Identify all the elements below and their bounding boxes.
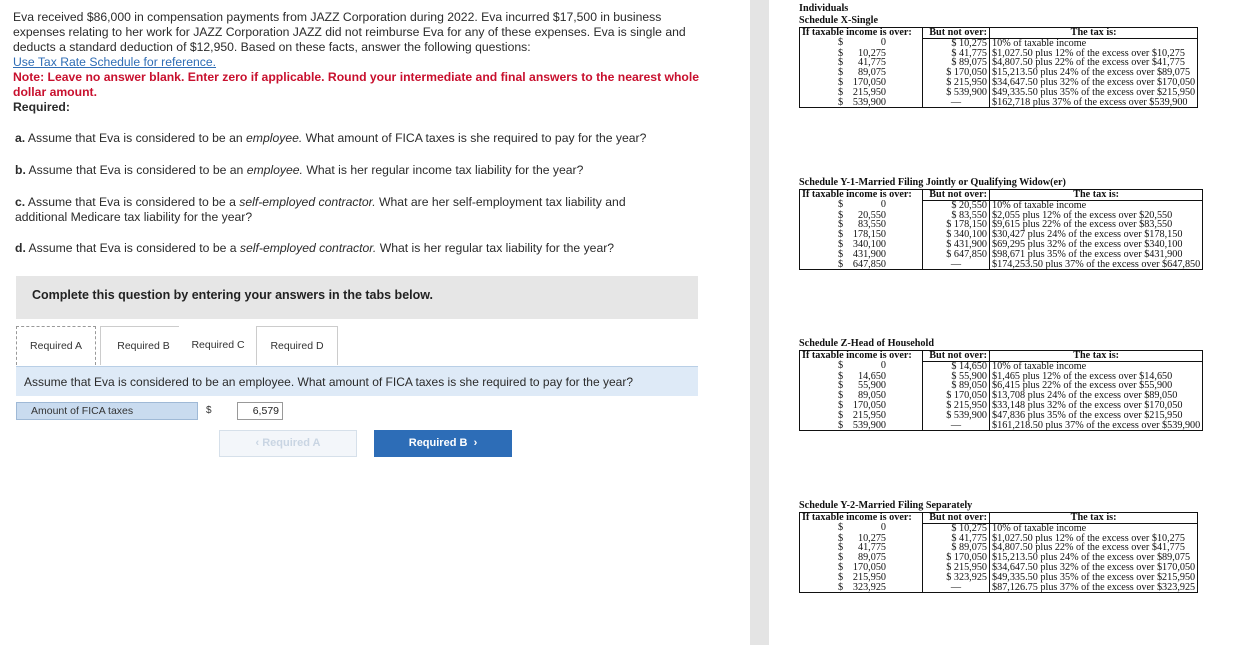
schedule-row: $ 215,950 $ 539,900 $49,335.50 plus 35% of the excess over $215,950	[800, 88, 1198, 98]
schedule-row: $ 170,050 $ 215,950 $34,647.50 plus 32% of the excess over $170,050	[800, 78, 1198, 88]
schedule-header-row: If taxable income is over: But not over: The tax is:	[800, 513, 1198, 524]
schedule-row: $ 41,775 $ 89,075 $4,807.50 plus 22% of the excess over $41,775	[800, 58, 1198, 68]
question-d: d. Assume that Eva is considered to be a self-employed contractor. What is her regular tax liability for the year?	[15, 241, 615, 255]
schedule-row: $ 170,050 $ 215,950 $34,647.50 plus 32% of the excess over $170,050	[800, 563, 1198, 573]
schedule-row: $ 170,050 $ 215,950 $33,148 plus 32% of the excess over $170,050	[800, 401, 1203, 411]
schedule-x-single	[799, 15, 1198, 108]
tab-required-a[interactable]: Required A	[16, 326, 96, 365]
schedule-row: $ 14,650 $ 55,900 $1,465 plus 12% of the excess over $14,650	[800, 372, 1203, 382]
schedule-row: $ 83,550 $ 178,150 $9,615 plus 22% of the excess over $83,550	[800, 220, 1203, 230]
schedule-title: Schedule Y-1-Married Filing Jointly or Qualifying Widow(er)	[799, 177, 1066, 188]
schedule-y1-married-jointly	[799, 177, 1203, 270]
schedule-row: $ 41,775 $ 89,075 $4,807.50 plus 22% of the excess over $41,775	[800, 543, 1198, 553]
schedule-row: $ 215,950 $ 539,900 $47,836 plus 35% of the excess over $215,950	[800, 411, 1203, 421]
fica-taxes-input[interactable]	[237, 402, 283, 420]
tab-required-c[interactable]: Required C	[179, 326, 257, 365]
answer-label: Amount of FICA taxes	[16, 402, 198, 420]
schedule-header-row: If taxable income is over: But not over: The tax is:	[800, 190, 1203, 201]
schedule-title: Schedule Y-2-Married Filing Separately	[799, 500, 973, 511]
tax-schedule-link[interactable]: Use Tax Rate Schedule for reference.	[13, 55, 217, 69]
question-bar-text: Assume that Eva is considered to be an employee. What amount of FICA taxes is she required to pay for the year?	[24, 375, 633, 389]
question-a: a. Assume that Eva is considered to be an employee. What amount of FICA taxes is she required to pay for the year?	[15, 131, 647, 145]
next-button[interactable]: Required B ›	[374, 430, 512, 457]
tab-required-d[interactable]: Required D	[256, 326, 338, 365]
question-bar	[16, 366, 698, 396]
schedule-row: $ 20,550 $ 83,550 $2,055 plus 12% of the excess over $20,550	[800, 211, 1203, 221]
schedule-title: Schedule X-Single	[799, 15, 878, 26]
schedule-table	[799, 27, 1198, 108]
chevron-right-icon: ›	[473, 437, 478, 449]
schedule-z-head-of-household	[799, 338, 1203, 431]
schedule-header-row: If taxable income is over: But not over: The tax is:	[800, 351, 1203, 362]
instructions-box	[16, 276, 698, 319]
currency-symbol: $	[206, 405, 212, 416]
question-b: b. Assume that Eva is considered to be an employee. What is her regular income tax liability for the year?	[15, 163, 584, 177]
schedule-row: $ 431,900 $ 647,850 $98,671 plus 35% of the excess over $431,900	[800, 250, 1203, 260]
schedule-row: $ 10,275 $ 41,775 $1,027.50 plus 12% of the excess over $10,275	[800, 49, 1198, 59]
instructions-text: Complete this question by entering your answers in the tabs below.	[32, 288, 433, 302]
schedule-table	[799, 189, 1203, 270]
required-heading: Required:	[13, 100, 70, 114]
intro	[13, 10, 703, 115]
chevron-left-icon: ‹	[255, 437, 260, 449]
schedule-row: $ 215,950 $ 323,925 $49,335.50 plus 35% of the excess over $215,950	[800, 573, 1198, 583]
intro-paragraph: Eva received $86,000 in compensation payments from JAZZ Corporation during 2022. Eva incurred $17,500 in business expenses relating to her work for JAZZ Corporation JAZZ did not reimburse Eva for any of these expenses. Eva is single and deducts a standard deduction of $12,950. Based on these facts, answer the following questions:	[13, 10, 686, 54]
schedule-row: $ 323,925 — $87,126.75 plus 37% of the excess over $323,925	[800, 583, 1198, 593]
schedule-header-row: If taxable income is over: But not over: The tax is:	[800, 28, 1198, 39]
schedule-row: $ 0 $ 14,650 10% of taxable income	[800, 361, 1203, 371]
schedule-row: $ 539,900 — $162,718 plus 37% of the excess over $539,900	[800, 98, 1198, 108]
schedule-row: $ 0 $ 20,550 10% of taxable income	[800, 200, 1203, 210]
schedule-row: $ 89,075 $ 170,050 $15,213.50 plus 24% of the excess over $89,075	[800, 68, 1198, 78]
schedule-row: $ 10,275 $ 41,775 $1,027.50 plus 12% of the excess over $10,275	[800, 534, 1198, 544]
schedule-row: $ 0 $ 10,275 10% of taxable income	[800, 38, 1198, 48]
pane-divider[interactable]	[750, 0, 769, 645]
schedule-y2-married-separately	[799, 500, 1198, 593]
question-c: c. Assume that Eva is considered to be a self-employed contractor. What are her self-employment tax liability and additional Medicare tax liability for the year?	[15, 195, 626, 224]
schedule-title: Schedule Z-Head of Household	[799, 338, 935, 349]
schedule-table	[799, 512, 1198, 593]
schedule-row: $ 340,100 $ 431,900 $69,295 plus 32% of the excess over $340,100	[800, 240, 1203, 250]
schedule-row: $ 178,150 $ 340,100 $30,427 plus 24% of the excess over $178,150	[800, 230, 1203, 240]
tab-required-b[interactable]: Required B	[100, 326, 187, 365]
schedule-row: $ 0 $ 10,275 10% of taxable income	[800, 523, 1198, 533]
schedule-row: $ 89,050 $ 170,050 $13,708 plus 24% of the excess over $89,050	[800, 391, 1203, 401]
note: Note: Leave no answer blank. Enter zero if applicable. Round your intermediate and final answers to the nearest whole dollar amount.	[13, 70, 700, 99]
schedule-row: $ 89,075 $ 170,050 $15,213.50 plus 24% of the excess over $89,075	[800, 553, 1198, 563]
schedule-table	[799, 350, 1203, 431]
schedule-row: $ 55,900 $ 89,050 $6,415 plus 22% of the excess over $55,900	[800, 381, 1203, 391]
schedule-heading: Individuals	[799, 3, 849, 14]
prev-button[interactable]: ‹ Required A	[219, 430, 357, 457]
schedule-row: $ 647,850 — $174,253.50 plus 37% of the excess over $647,850	[800, 260, 1203, 270]
schedule-row: $ 539,900 — $161,218.50 plus 37% of the excess over $539,900	[800, 421, 1203, 431]
